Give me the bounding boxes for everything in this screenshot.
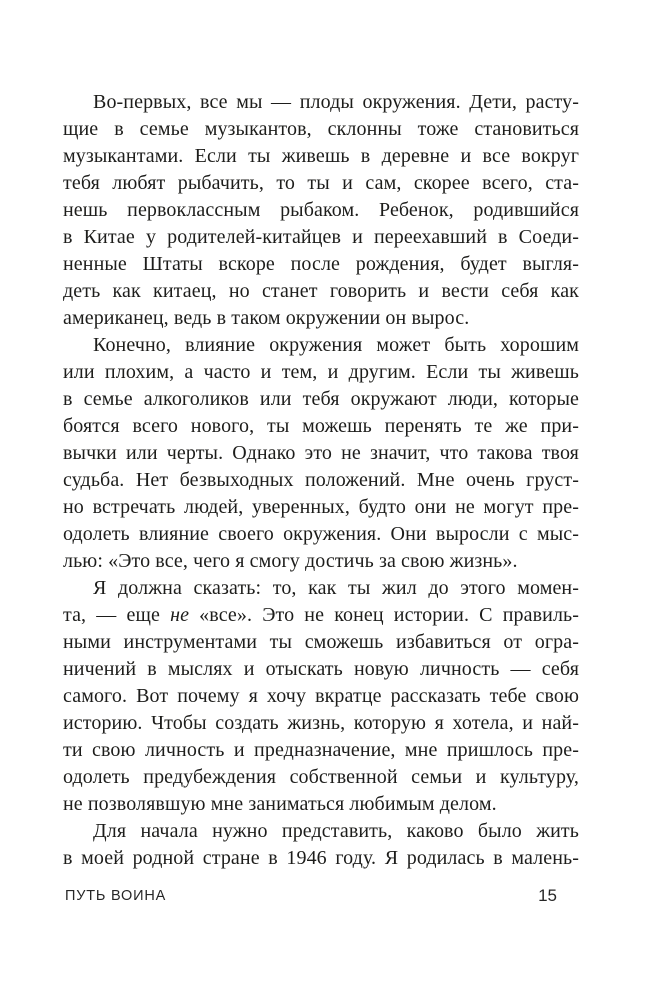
- text-run: Конечно, влияние окружения может быть хорошим: [93, 334, 579, 356]
- text-line: [63, 656, 579, 683]
- text-run: Я должна сказать: то, как ты жил до этого момен-: [93, 577, 579, 599]
- paragraph: [63, 89, 579, 332]
- text-line: [63, 224, 579, 251]
- text-run: вычки или черты. Однако это не значит, что такова твоя: [63, 442, 579, 464]
- text-line: [63, 791, 579, 818]
- text-run: американец, ведь в таком окружении он вырос.: [63, 307, 470, 329]
- text-line: [63, 89, 579, 116]
- text-line: [63, 845, 579, 872]
- text-run: Во-первых, все мы — плоды окружения. Дети, расту-: [93, 91, 579, 113]
- text-run: деть как китаец, но станет говорить и вести себя как: [63, 280, 579, 302]
- text-line: [63, 602, 579, 629]
- running-title: ПУТЬ ВОИНА: [65, 888, 167, 904]
- text-line: [63, 548, 579, 575]
- text-run: ничений в мыслях и отыскать новую личность — себя: [63, 658, 579, 680]
- text-line: [63, 737, 579, 764]
- text-line: [63, 413, 579, 440]
- text-line: [63, 386, 579, 413]
- text-run: судьба. Нет безвыходных положений. Мне очень груст-: [63, 469, 579, 491]
- text-line: [63, 251, 579, 278]
- text-run: ти свою личность и предназначение, мне пришлось пре-: [63, 739, 579, 761]
- italic-text-run: не: [170, 604, 190, 626]
- text-line: [63, 494, 579, 521]
- text-line: [63, 575, 579, 602]
- text-run: Для начала нужно представить, каково было жить: [93, 820, 579, 842]
- text-run: боятся всего нового, ты можешь перенять те же при-: [63, 415, 579, 437]
- text-run: или плохим, а часто и тем, и другим. Если ты живешь: [63, 361, 579, 383]
- text-run: нешь первоклассным рыбаком. Ребенок, родившийся: [63, 199, 579, 221]
- text-run: в семье алкоголиков или тебя окружают люди, которые: [63, 388, 579, 410]
- page-footer: [0, 886, 669, 908]
- text-line: [63, 521, 579, 548]
- paragraph: [63, 818, 579, 872]
- text-line: [63, 332, 579, 359]
- text-line: [63, 170, 579, 197]
- text-run: лью: «Это все, чего я смогу достичь за свою жизнь».: [63, 550, 518, 572]
- text-run: «все». Это не конец истории. С правиль-: [189, 604, 580, 626]
- body-text: [63, 89, 579, 872]
- text-run: в моей родной стране в 1946 году. Я родилась в малень-: [63, 847, 579, 869]
- text-run: но встречать людей, уверенных, будто они не могут пре-: [63, 496, 579, 518]
- text-run: щие в семье музыкантов, склонны тоже становиться: [63, 118, 579, 140]
- page-number: 15: [538, 886, 557, 905]
- text-line: [63, 359, 579, 386]
- text-run: ненные Штаты вскоре после рождения, будет выгля-: [63, 253, 579, 275]
- text-line: [63, 467, 579, 494]
- text-line: [63, 629, 579, 656]
- text-line: [63, 818, 579, 845]
- text-run: не позволявшую мне заниматься любимым делом.: [63, 793, 497, 815]
- text-line: [63, 710, 579, 737]
- paragraph: [63, 332, 579, 575]
- text-run: одолеть влияние своего окружения. Они выросли с мыс-: [63, 523, 579, 545]
- text-line: [63, 278, 579, 305]
- text-line: [63, 764, 579, 791]
- text-run: самого. Вот почему я хочу вкратце рассказать тебе свою: [63, 685, 579, 707]
- text-run: музыкантами. Если ты живешь в деревне и все вокруг: [63, 145, 579, 167]
- text-line: [63, 143, 579, 170]
- text-run: тебя любят рыбачить, то ты и сам, скорее всего, ста-: [63, 172, 579, 194]
- text-line: [63, 197, 579, 224]
- text-run: та, — еще: [63, 604, 171, 626]
- text-line: [63, 440, 579, 467]
- text-line: [63, 683, 579, 710]
- text-run: в Китае у родителей-китайцев и переехавший в Соеди-: [63, 226, 579, 248]
- text-line: [63, 116, 579, 143]
- text-line: [63, 305, 579, 332]
- text-run: историю. Чтобы создать жизнь, которую я хотела, и най-: [63, 712, 579, 734]
- text-run: одолеть предубеждения собственной семьи и культуру,: [63, 766, 579, 788]
- paragraph: [63, 575, 579, 818]
- text-run: ными инструментами ты сможешь избавиться от огра-: [63, 631, 579, 653]
